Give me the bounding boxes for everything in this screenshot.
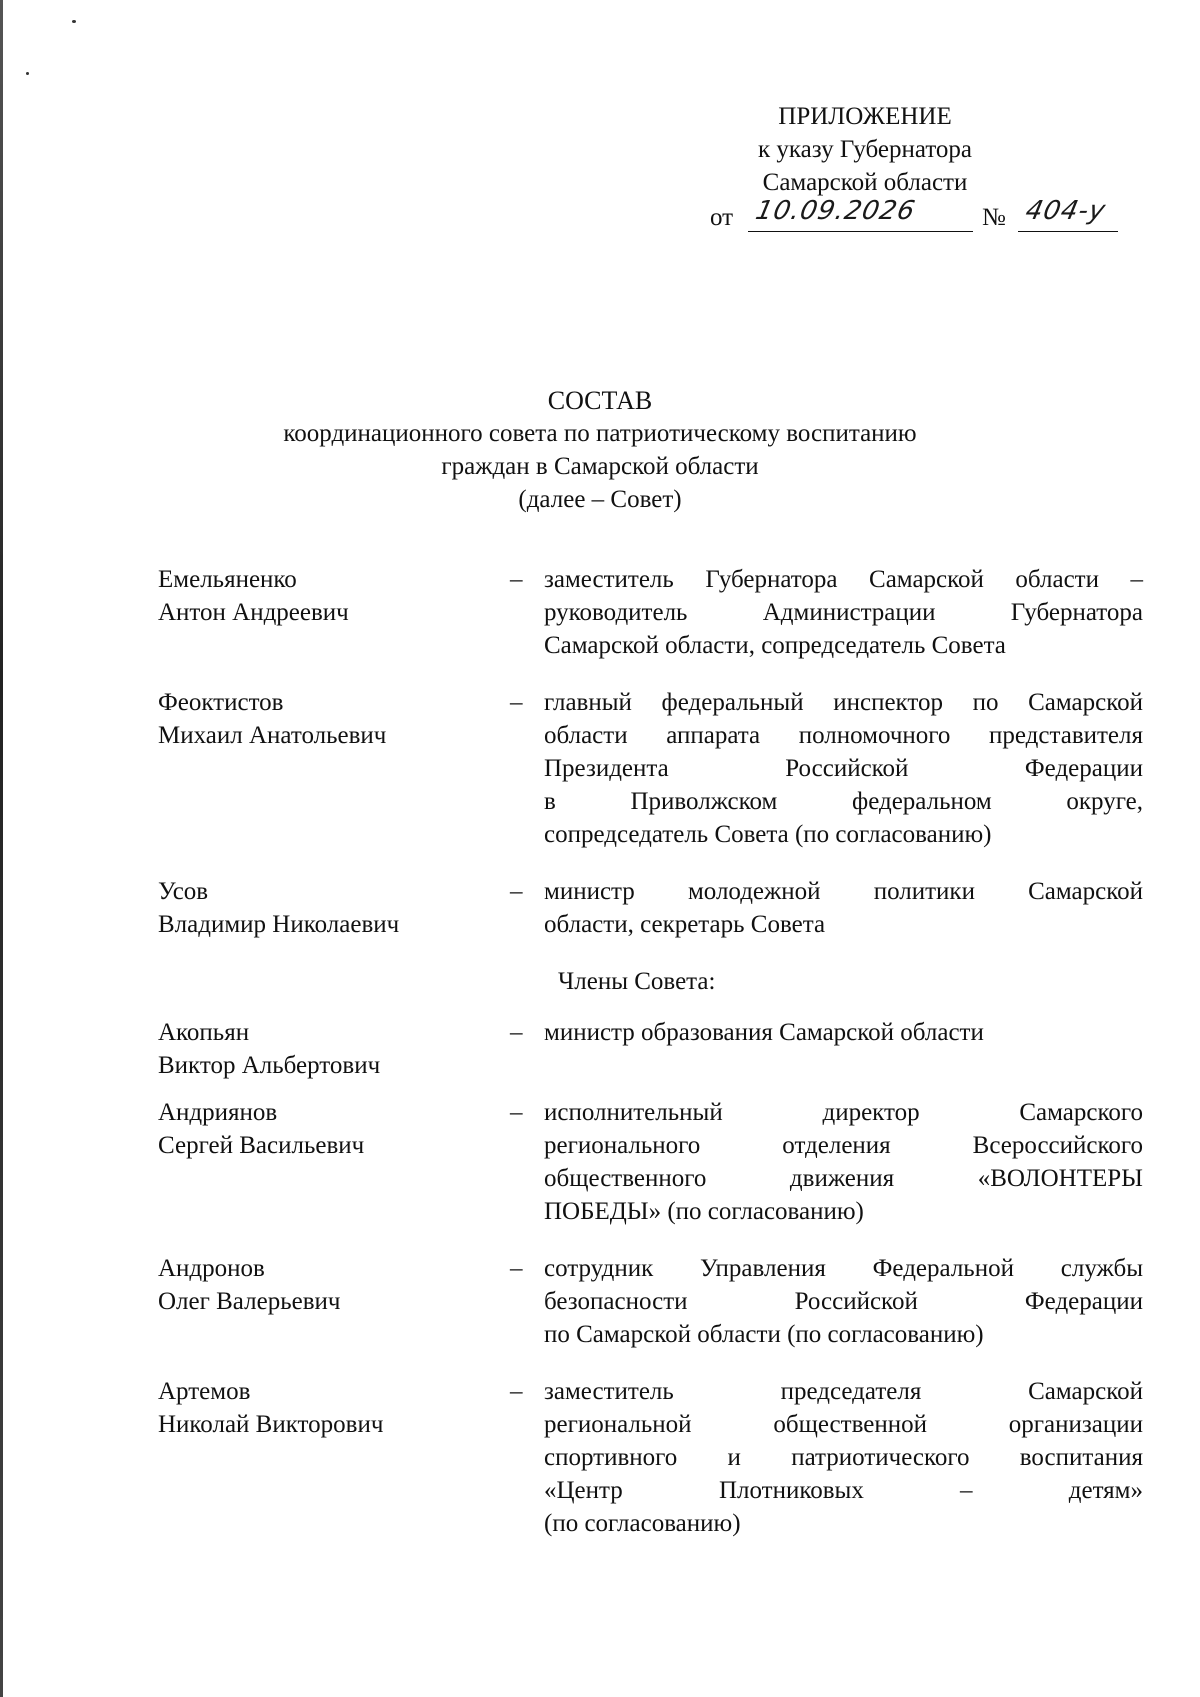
appendix-line: к указу Губернатора [757,136,973,163]
title-line: (далее – Совет) [518,486,682,513]
dash: – [510,878,523,905]
member-role [544,1096,1143,1228]
role-line: сотрудник Управления Федеральной службы [544,1255,1143,1282]
list-item [158,1375,1143,1540]
member-role [544,1375,1143,1540]
role-line: регионального отделения Всероссийского [544,1132,1143,1159]
member-name [158,875,508,941]
role-line: Президента Российской Федерации [544,755,1143,782]
member-given-name: Михаил Анатольевич [158,722,387,749]
scan-speck [26,72,29,75]
dash: – [510,1378,523,1405]
member-surname: Артемов [158,1378,251,1405]
list-item [158,875,1143,941]
member-role [544,1016,1143,1082]
list-item [158,1016,1143,1082]
role-line: заместитель Губернатора Самарской области – [544,566,1143,593]
member-name [158,1016,508,1082]
handwritten-number: 404-у [1022,196,1109,226]
member-name [158,686,508,851]
scan-speck [72,20,76,23]
role-line: общественного движения «ВОЛОНТЕРЫ [544,1165,1143,1192]
member-given-name: Владимир Николаевич [158,911,400,938]
member-name [158,1252,508,1351]
member-role [544,563,1143,662]
member-name [158,1096,508,1228]
number-field [1018,197,1118,232]
member-given-name: Олег Валерьевич [158,1288,341,1315]
role-line: сопредседатель Совета (по согласованию) [544,821,992,848]
role-line: Самарской области, сопредседатель Совета [544,632,1006,659]
role-line: области аппарата полномочного представителя [544,722,1143,749]
handwritten-date: 10.09.2026 [752,196,919,226]
title-main: СОСТАВ [547,386,653,415]
role-line: ПОБЕДЫ» (по согласованию) [544,1198,864,1225]
appendix-title: ПРИЛОЖЕНИЕ [778,103,952,130]
list-item [158,686,1143,851]
role-line: по Самарской области (по согласованию) [544,1321,984,1348]
dash: – [510,689,523,716]
appendix-dateline [680,196,1120,237]
role-line: региональной общественной организации [544,1411,1143,1438]
document-title [150,384,1050,516]
number-prefix: № [982,204,1006,231]
date-prefix: от [710,204,734,231]
member-surname: Усов [158,878,209,905]
member-surname: Акопьян [158,1019,250,1046]
member-given-name: Сергей Васильевич [158,1132,365,1159]
role-line: безопасности Российской Федерации [544,1288,1143,1315]
role-line: (по согласованию) [544,1510,741,1537]
role-line: министр молодежной политики Самарской [544,878,1143,905]
role-line: «Центр Плотниковых – детям» [544,1477,1143,1504]
member-given-name: Антон Андреевич [158,599,349,626]
dash: – [510,566,523,593]
member-name [158,1375,508,1540]
member-surname: Андронов [158,1255,265,1282]
list-item [158,1252,1143,1351]
role-line: области, секретарь Совета [544,911,826,938]
appendix-header [680,100,1120,237]
member-role [544,875,1143,941]
date-field [748,197,973,232]
appendix-line: Самарской области [762,169,968,196]
members-heading: Члены Совета: [558,968,716,995]
member-surname: Емельяненко [158,566,297,593]
dash: – [510,1255,523,1282]
member-given-name: Николай Викторович [158,1411,384,1438]
dash: – [510,1099,523,1126]
scan-edge [0,0,3,1697]
role-line: исполнительный директор Самарского [544,1099,1143,1126]
role-line: руководитель Администрации Губернатора [544,599,1143,626]
title-line: координационного совета по патриотическому воспитанию [283,420,917,447]
member-surname: Андриянов [158,1099,278,1126]
role-line: министр образования Самарской области [544,1019,984,1046]
member-role [544,1252,1143,1351]
title-line: граждан в Самарской области [441,453,759,480]
dash: – [510,1019,523,1046]
member-surname: Феоктистов [158,689,284,716]
list-item [158,563,1143,662]
member-name [158,563,508,662]
role-line: заместитель председателя Самарской [544,1378,1143,1405]
role-line: спортивного и патриотического воспитания [544,1444,1143,1471]
role-line: главный федеральный инспектор по Самарской [544,689,1143,716]
role-line: в Приволжском федеральном округе, [544,788,1143,815]
member-given-name: Виктор Альбертович [158,1052,381,1079]
member-role [544,686,1143,851]
list-item [158,1096,1143,1228]
council-list [158,563,1143,1540]
